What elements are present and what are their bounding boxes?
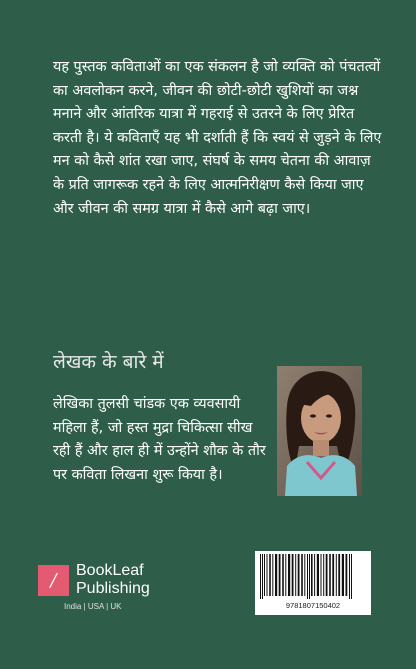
barcode-icon [258, 554, 368, 599]
isbn-number: 9781807150402 [285, 601, 341, 610]
publisher-logo [38, 562, 198, 615]
book-blurb: यह पुस्तक कविताओं का एक संकलन है जो व्यक्ति को पंचतत्वों का अवलोकन करने, जीवन की छोटी-छोटी खुशियों का जश्न मनाने और आंतरिक यात्रा में गहराई से उतरने के लिए प्रेरित करती है। ये कविताएँ यह भी दर्शाती हैं कि स्वयं से जुड़ने के लिए मन को कैसे शांत रखा जाए, संघर्ष के समय चेतना की आवाज़ के प्रति जागरूक रहने के लिए आत्मनिरीक्षण कैसे किया जाए और जीवन की समग्र यात्रा में कैसे आगे बढ़ा जाए। [53, 59, 382, 217]
isbn-barcode [255, 551, 371, 615]
publisher-name-line2: Publishing [76, 580, 150, 597]
publisher-name [76, 562, 150, 598]
publisher-regions: India | USA | UK [64, 602, 122, 611]
publisher-name-line1: BookLeaf [76, 562, 144, 579]
about-author-heading: लेखक के बारे में [53, 351, 164, 373]
author-photo [277, 366, 362, 496]
about-author-text: लेखिका तुलसी चांडक एक व्यवसायी महिला हैं, जो हस्त मुद्रा चिकित्सा सीख रही हैं और हाल ही में उन्होंने शौक के तौर पर कविता लिखना शुरू किया है। [53, 396, 266, 483]
bookleaf-logo-icon: / [38, 565, 69, 596]
author-portrait-image [277, 366, 362, 496]
